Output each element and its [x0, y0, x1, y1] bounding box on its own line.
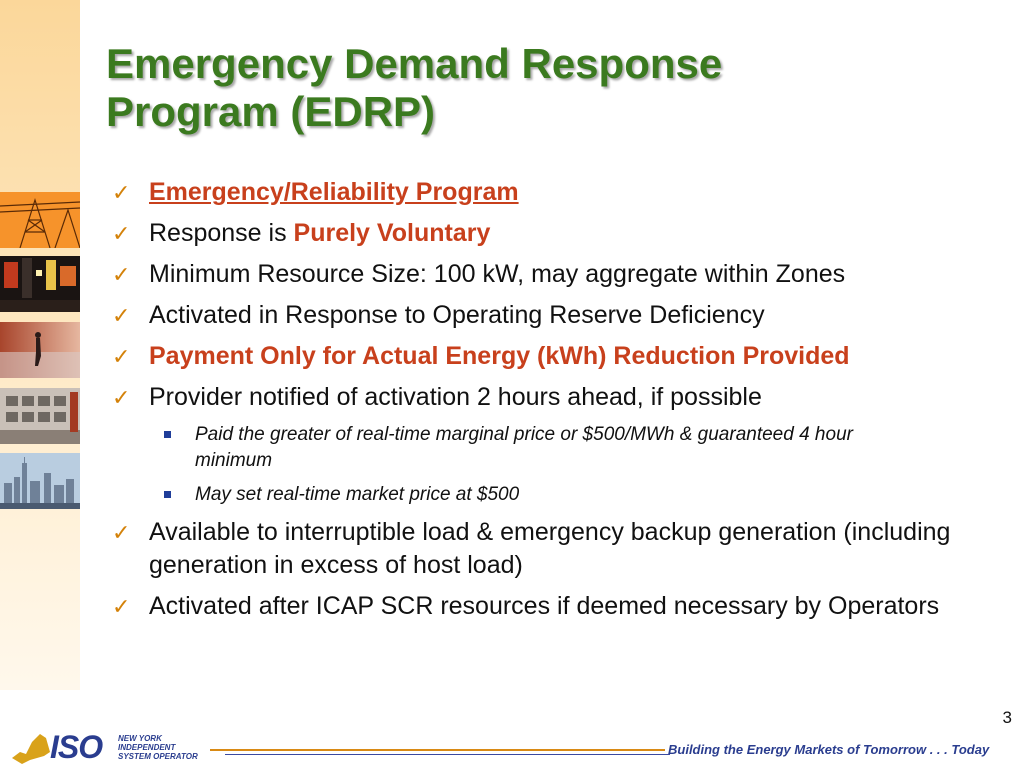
sub-bullet-text: Paid the greater of real-time marginal price or $500/MWh & guaranteed 4 hour minimum — [195, 424, 853, 471]
slide-title-line1: Emergency Demand Response — [106, 40, 723, 87]
checkmark-icon: ✓ — [112, 344, 131, 369]
footer-divider — [210, 749, 665, 751]
bullet-text: Activated in Response to Operating Reserve Deficiency — [149, 301, 765, 329]
bullet-text: Response is — [149, 219, 294, 247]
bullet-text: Activated after ICAP SCR resources if deemed necessary by Operators — [149, 592, 940, 620]
logo-line3: SYSTEM OPERATOR — [118, 752, 198, 761]
checkmark-icon: ✓ — [112, 180, 131, 205]
slide-title — [106, 40, 986, 136]
bullet-highlight: Payment Only for Actual Energy (kWh) Reduction Provided — [149, 342, 850, 370]
sub-bullet-item — [112, 422, 935, 474]
checkmark-icon: ✓ — [112, 385, 131, 410]
checkmark-icon: ✓ — [112, 262, 131, 287]
checkmark-icon: ✓ — [112, 303, 131, 328]
bullet-text: Provider notified of activation 2 hours ahead, if possible — [149, 383, 762, 411]
sub-bullet-item — [112, 482, 935, 508]
logo-line2: INDEPENDENT — [118, 743, 176, 752]
bullet-item — [112, 590, 992, 623]
slide-title-line2: Program (EDRP) — [106, 88, 436, 135]
sub-bullet-text: May set real-time market price at $500 — [195, 484, 520, 505]
bullet-text: Minimum Resource Size: 100 kW, may aggregate within Zones — [149, 260, 846, 288]
power-tower-photo — [0, 192, 80, 248]
bullet-highlight: Emergency/Reliability Program — [149, 178, 519, 206]
footer-divider-secondary — [225, 754, 670, 755]
bullet-item — [112, 176, 992, 209]
bullet-item — [112, 299, 992, 332]
logo-iso-text: ISO — [50, 729, 103, 765]
square-bullet-icon — [164, 431, 171, 438]
bullet-highlight: Purely Voluntary — [293, 219, 491, 247]
bullet-item — [112, 340, 992, 373]
checkmark-icon: ✓ — [112, 594, 131, 619]
bullet-list — [112, 176, 992, 631]
walking-person-photo — [0, 322, 80, 378]
bullet-item — [112, 258, 992, 291]
new-york-state-icon — [10, 730, 52, 766]
bullet-text: Available to interruptible load & emergency backup generation (including generation in excess of host load) — [149, 518, 951, 579]
city-night-photo — [0, 256, 80, 312]
logo-subtitle — [118, 734, 198, 761]
checkmark-icon: ✓ — [112, 520, 131, 545]
bullet-item — [112, 516, 992, 582]
square-bullet-icon — [164, 491, 171, 498]
bullet-item — [112, 381, 992, 414]
page-number: 3 — [1002, 708, 1012, 727]
nyiso-logo — [10, 728, 220, 766]
bullet-item — [112, 217, 992, 250]
logo-line1: NEW YORK — [118, 734, 162, 743]
footer-tagline: Building the Energy Markets of Tomorrow . . . Today — [668, 742, 990, 757]
control-room-photo — [0, 388, 80, 444]
checkmark-icon: ✓ — [112, 221, 131, 246]
city-skyline-photo — [0, 453, 80, 509]
